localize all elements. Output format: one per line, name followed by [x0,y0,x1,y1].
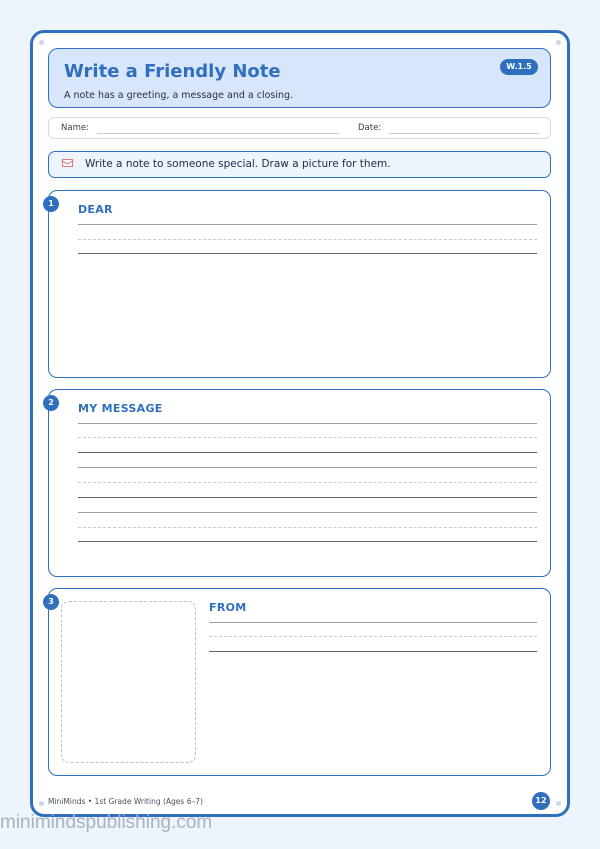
section-number: 3 [43,594,59,610]
section-message [48,389,551,577]
section-from [48,588,551,776]
section-title: DEAR [78,203,113,216]
instruction-text: Write a note to someone special. Draw a picture for them. [85,158,391,170]
date-field[interactable] [389,133,539,134]
footer-text: MiniMinds • 1st Grade Writing (Ages 6–7) [48,797,203,806]
writing-line-top[interactable] [78,224,537,225]
corner-dot [556,40,561,45]
page-number: 12 [532,792,550,810]
worksheet-header [48,48,551,108]
writing-line-base [78,452,537,453]
instruction-banner [48,151,551,178]
writing-line-top[interactable] [209,622,537,623]
page-subtitle: A note has a greeting, a message and a closing. [64,90,294,101]
writing-line-top[interactable] [78,467,537,468]
writing-line-base [78,497,537,498]
writing-line-mid [78,482,537,483]
corner-dot [39,801,44,806]
writing-line-base [209,651,537,652]
corner-dot [556,801,561,806]
section-number: 1 [43,196,59,212]
section-dear [48,190,551,378]
writing-line-top[interactable] [78,512,537,513]
writing-line-mid [209,636,537,637]
writing-line-mid [78,527,537,528]
page-title: Write a Friendly Note [64,61,281,82]
name-date-bar [48,117,551,139]
writing-line-base [78,253,537,254]
writing-line-mid [78,239,537,240]
date-label: Date: [358,123,382,133]
writing-line-base [78,541,537,542]
drawing-area[interactable] [61,601,196,763]
name-label: Name: [61,123,89,133]
section-number: 2 [43,395,59,411]
watermark: minimindspublishing.com [0,812,213,833]
section-title: MY MESSAGE [78,402,163,415]
envelope-icon [62,159,73,167]
writing-line-top[interactable] [78,423,537,424]
standard-code-badge: W.1.5 [500,59,538,75]
corner-dot [39,40,44,45]
writing-line-mid [78,437,537,438]
section-title: FROM [209,601,247,614]
name-field[interactable] [97,133,339,134]
